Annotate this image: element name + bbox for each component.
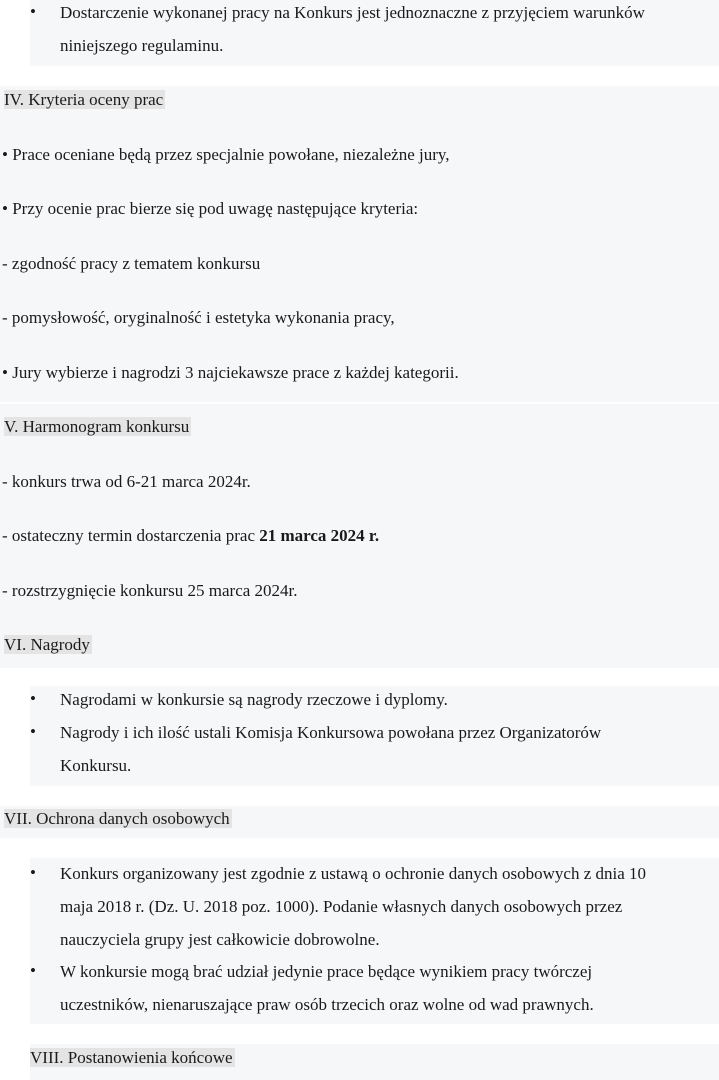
schedule-line: - konkurs trwa od 6-21 marca 2024r. <box>2 472 251 491</box>
list-bullet: • <box>30 961 36 980</box>
list-item-line: Dostarczenie wykonanej pracy na Konkurs jest jednoznaczne z przyjęciem warunków <box>60 3 645 22</box>
criteria-line: • Przy ocenie prac bierze się pod uwagę następujące kryteria: <box>2 199 419 218</box>
list-item-line: Konkursu. <box>60 756 132 775</box>
list-item-line: nauczyciela grupy jest całkowicie dobrowolne. <box>60 930 380 949</box>
list-item-line: Konkurs organizowany jest zgodnie z ustawą o ochronie danych osobowych z dnia 10 <box>60 864 647 883</box>
list-item-line: W konkursie mogą brać udział jedynie prace będące wynikiem pracy twórczej <box>60 962 593 981</box>
schedule-line-text: - ostateczny termin dostarczenia prac <box>2 526 260 545</box>
criteria-line: • Jury wybierze i nagrodzi 3 najciekawsze prace z każdej kategorii. <box>2 363 459 382</box>
list-item-line: Nagrodami w konkursie są nagrody rzeczowe i dyplomy. <box>60 690 448 709</box>
criteria-line: - pomysłowość, oryginalność i estetyka wykonania pracy, <box>2 308 395 327</box>
section-vi-heading: VI. Nagrody <box>4 635 90 654</box>
section-vii-heading: VII. Ochrona danych osobowych <box>4 809 230 828</box>
criteria-line: - zgodność pracy z tematem konkursu <box>2 254 261 273</box>
list-item-line: maja 2018 r. (Dz. U. 2018 poz. 1000). Podanie własnych danych osobowych przez <box>60 897 623 916</box>
list-bullet: • <box>30 863 36 882</box>
list-item-line: uczestników, nienaruszające praw osób trzecich oraz wolne od wad prawnych. <box>60 995 594 1014</box>
deadline-date: 21 marca 2024 r. <box>259 526 380 545</box>
section-v-heading: V. Harmonogram konkursu <box>4 417 190 436</box>
list-bullet: • <box>30 689 36 708</box>
schedule-line: - rozstrzygnięcie konkursu 25 marca 2024r. <box>2 581 298 600</box>
section-iv-block <box>0 86 719 402</box>
criteria-line: • Prace oceniane będą przez specjalnie powołane, niezależne jury, <box>2 145 450 164</box>
schedule-line <box>2 525 379 547</box>
section-viii-heading: VIII. Postanowienia końcowe <box>30 1048 233 1067</box>
list-item-line: Nagrody i ich ilość ustali Komisja Konkursowa powołana przez Organizatorów <box>60 723 602 742</box>
section-iv-heading: IV. Kryteria oceny prac <box>4 90 164 109</box>
list-bullet: • <box>30 2 36 21</box>
list-item-line: niniejszego regulaminu. <box>60 36 224 55</box>
list-bullet: • <box>30 722 36 741</box>
